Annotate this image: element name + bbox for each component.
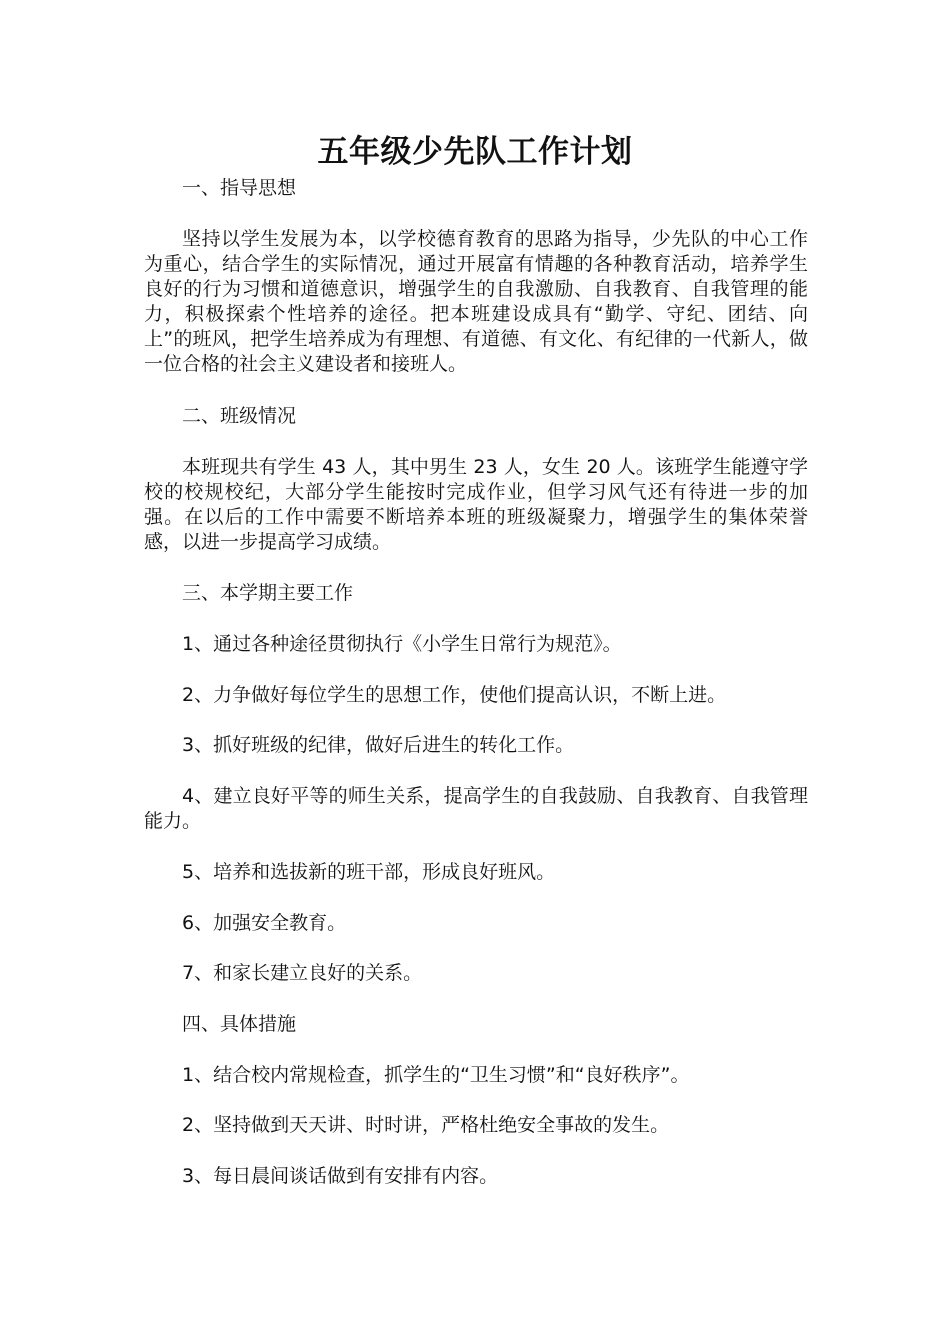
measures-item-2: 2、坚持做到天天讲、时时讲，严格杜绝安全事故的发生。 (182, 1114, 670, 1136)
main-work-item-2: 2、力争做好每位学生的思想工作，使他们提高认识，不断上进。 (182, 684, 727, 706)
paragraph-class-status: 本班现共有学生 43 人，其中男生 23 人，女生 20 人。该班学生能遵守学校的校规校纪，大部分学生能按时完成作业，但学习风气还有待进一步的加强。在以后的工作中需要不断培养本班的班级凝聚力，增强学生的集体荣誉感，以进一步提高学习成绩。 (144, 456, 808, 553)
section-heading-guiding: 一、指导思想 (182, 177, 297, 199)
document-title: 五年级少先队工作计划 (317, 134, 633, 170)
main-work-item-4: 4、建立良好平等的师生关系，提高学生的自我鼓励、自我教育、自我管理能力。 (144, 785, 808, 832)
section-heading-main-work: 三、本学期主要工作 (182, 582, 354, 604)
section-heading-measures: 四、具体措施 (182, 1013, 297, 1035)
main-work-item-6: 6、加强安全教育。 (182, 912, 347, 934)
main-work-item-3: 3、抓好班级的纪律，做好后进生的转化工作。 (182, 734, 575, 756)
paragraph-guiding: 坚持以学生发展为本，以学校德育教育的思路为指导，少先队的中心工作为重心，结合学生的实际情况，通过开展富有情趣的各种教育活动，培养学生良好的行为习惯和道德意识，增强学生的自我激励、自我教育、自我管理的能力，积极探索个性培养的途径。把本班建设成具有“勤学、守纪、团结、向上”的班风，把学生培养成为有理想、有道德、有文化、有纪律的一代新人，做一位合格的社会主义建设者和接班人。 (144, 228, 808, 375)
measures-item-3: 3、每日晨间谈话做到有安排有内容。 (182, 1165, 499, 1187)
section-heading-class-status: 二、班级情况 (182, 405, 297, 427)
main-work-item-1: 1、通过各种途径贯彻执行《小学生日常行为规范》。 (182, 633, 622, 655)
main-work-item-7: 7、和家长建立良好的关系。 (182, 962, 423, 984)
main-work-item-5: 5、培养和选拔新的班干部，形成良好班风。 (182, 861, 556, 883)
measures-item-1: 1、结合校内常规检查，抓学生的“卫生习惯”和“良好秩序”。 (182, 1064, 690, 1086)
